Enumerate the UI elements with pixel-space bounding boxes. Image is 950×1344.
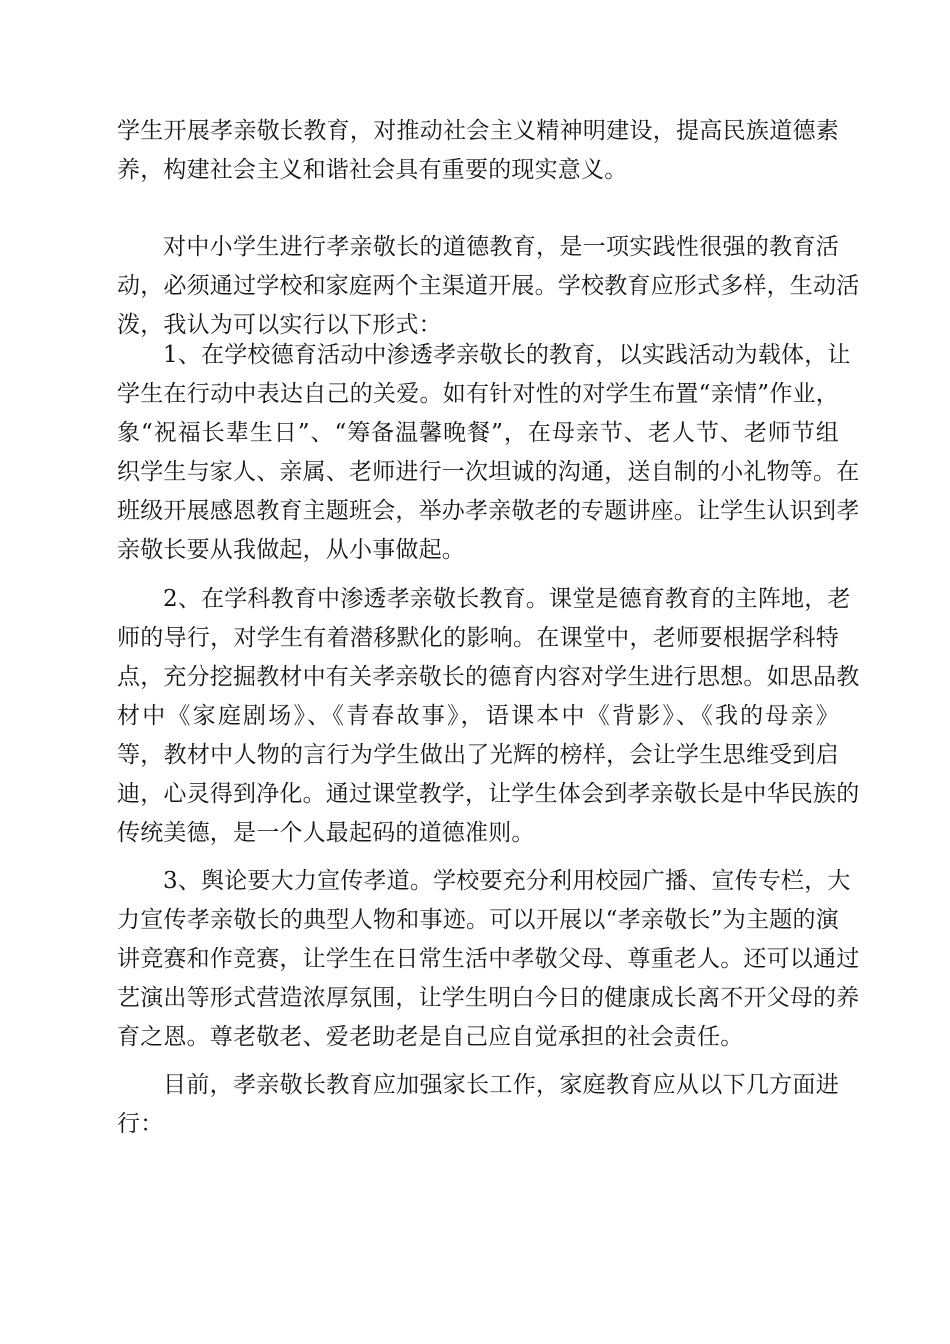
paragraph-approach <box>117 228 860 345</box>
text-line: 师的导行，对学生有着潜移默化的影响。在课堂中，老师要根据学科特 <box>117 625 839 651</box>
text-line: 传统美德，是一个人最起码的道德准则。 <box>117 820 535 846</box>
text-line: 班级开展感恩教育主题班会，举办孝亲敬老的专题讲座。让学生认识到孝 <box>117 498 860 524</box>
paragraph-point-2 <box>117 580 860 853</box>
text-line: 泼，我认为可以实行以下形式： <box>117 312 442 338</box>
text-line: 养，构建社会主义和谐社会具有重要的现实意义。 <box>117 157 628 183</box>
text-line: 目前，孝亲敬长教育应加强家长工作，家庭教育应从以下几方面进 <box>163 1072 839 1098</box>
text-line: 对中小学生进行孝亲敬长的道德教育，是一项实践性很强的教育活 <box>163 234 839 260</box>
text-line: 动，必须通过学校和家庭两个主渠道开展。学校教育应形式多样，生动活 <box>117 273 860 299</box>
text-line: 材中《家庭剧场》、《青春故事》，语课本中《背影》、《我的母亲》 <box>117 703 839 729</box>
text-line: 艺演出等形式营造浓厚氛围，让学生明白今日的健康成长离不开父母的养 <box>117 985 860 1011</box>
text-line: 织学生与家人、亲属、老师进行一次坦诚的沟通，送自制的小礼物等。在 <box>117 459 860 485</box>
paragraph-point-1 <box>117 336 860 570</box>
text-line: 行： <box>117 1111 164 1137</box>
text-line: 迪，心灵得到净化。通过课堂教学，让学生体会到孝亲敬长是中华民族的 <box>117 781 860 807</box>
text-line: 1、在学校德育活动中渗透孝亲敬长的教育，以实践活动为载体，让 <box>163 342 851 368</box>
paragraph-intro-continuation <box>117 112 839 190</box>
text-line: 象“祝福长辈生日”、“筹备温馨晚餐”，在母亲节、老人节、老师节组 <box>117 420 839 446</box>
text-line: 点，充分挖掘教材中有关孝亲敬长的德育内容对学生进行思想。如思品教 <box>117 664 860 690</box>
text-line: 2、在学科教育中渗透孝亲敬长教育。课堂是德育教育的主阵地，老 <box>163 586 851 612</box>
text-line: 育之恩。尊老敬老、爱老助老是自己应自觉承担的社会责任。 <box>117 1024 744 1050</box>
paragraph-point-3 <box>117 862 860 1057</box>
text-line: 3、舆论要大力宣传孝道。学校要充分利用校园广播、宣传专栏，大 <box>163 868 851 894</box>
text-line: 讲竞赛和作竞赛，让学生在日常生活中孝敬父母、尊重老人。还可以通过 <box>117 946 860 972</box>
paragraph-family-intro <box>117 1066 839 1144</box>
text-line: 学生开展孝亲敬长教育，对推动社会主义精神明建设，提高民族道德素 <box>117 118 839 144</box>
text-line: 力宣传孝亲敬长的典型人物和事迹。可以开展以“孝亲敬长”为主题的演 <box>117 907 839 933</box>
text-line: 等，教材中人物的言行为学生做出了光辉的榜样，会让学生思维受到启 <box>117 742 839 768</box>
text-line: 学生在行动中表达自己的关爱。如有针对性的对学生布置“亲情”作业， <box>117 381 839 407</box>
text-line: 亲敬长要从我做起，从小事做起。 <box>117 537 465 563</box>
